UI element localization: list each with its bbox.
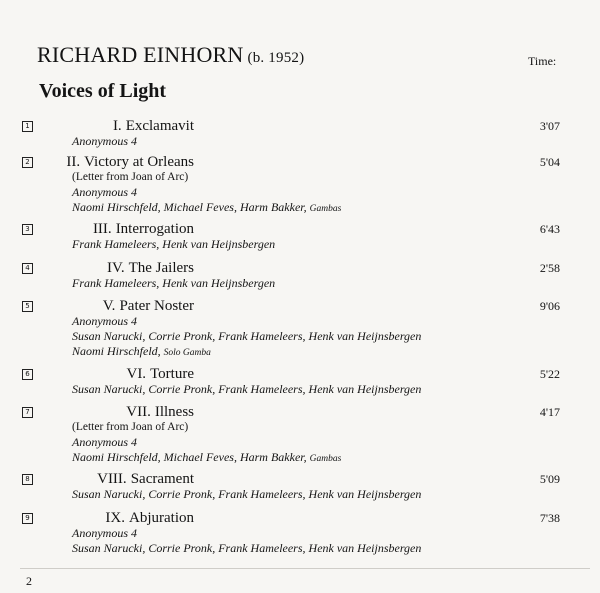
track-title bbox=[44, 118, 194, 135]
track-number-box: 7 bbox=[22, 407, 33, 418]
credit-line: Frank Hameleers, Henk van Heijnsbergen bbox=[72, 237, 276, 251]
composer-dates: (b. 1952) bbox=[247, 50, 305, 66]
track-duration: 5'09 bbox=[539, 472, 560, 486]
credit-line: Susan Narucki, Corrie Pronk, Frank Hameleers, Henk van Heijnsbergen bbox=[72, 329, 422, 343]
track-duration: 2'58 bbox=[539, 261, 560, 275]
credit-line: Susan Narucki, Corrie Pronk, Frank Hameleers, Henk van Heijnsbergen bbox=[72, 382, 422, 396]
track-name: The Jailers bbox=[128, 260, 194, 276]
credit-performers: Naomi Hirschfeld, Michael Feves, Harm Bakker, bbox=[72, 450, 307, 464]
credit-line: Anonymous 4 bbox=[72, 435, 137, 449]
track-number-box: 4 bbox=[22, 263, 33, 274]
track-duration: 3'07 bbox=[539, 119, 560, 133]
credit-line: Anonymous 4 bbox=[72, 185, 137, 199]
track-number-box: 2 bbox=[22, 157, 33, 168]
bottom-divider bbox=[20, 568, 590, 569]
track-credits bbox=[72, 382, 421, 397]
track-name: Pater Noster bbox=[119, 298, 194, 314]
credit-line bbox=[72, 344, 421, 361]
credit-note: (Letter from Joan of Arc) bbox=[72, 171, 189, 183]
track-roman-numeral: IX. bbox=[105, 510, 125, 526]
track-roman-numeral: I. bbox=[112, 118, 122, 134]
track-name: Sacrament bbox=[130, 471, 194, 487]
track-number-box: 5 bbox=[22, 301, 33, 312]
credit-performers: Naomi Hirschfeld, Michael Feves, Harm Bakker, bbox=[72, 200, 307, 214]
track-title bbox=[44, 510, 194, 527]
track-roman-numeral: VII. bbox=[126, 404, 151, 420]
credit-line bbox=[72, 200, 341, 217]
track-duration: 4'17 bbox=[539, 405, 560, 419]
track-credits bbox=[72, 237, 275, 252]
track-credits bbox=[72, 420, 341, 467]
track-roman-numeral: VIII. bbox=[97, 471, 127, 487]
track-duration: 9'06 bbox=[539, 299, 560, 313]
track-credits bbox=[72, 170, 341, 217]
track-name: Exclamavit bbox=[125, 118, 194, 134]
credit-role: Gambas bbox=[309, 454, 342, 464]
track-name: Interrogation bbox=[115, 221, 194, 237]
track-title bbox=[44, 471, 194, 488]
composer-name: RICHARD EINHORN bbox=[37, 42, 244, 67]
credit-line: Susan Narucki, Corrie Pronk, Frank Hameleers, Henk van Heijnsbergen bbox=[72, 541, 422, 555]
track-roman-numeral: IV. bbox=[106, 260, 125, 276]
time-column-label: Time: bbox=[528, 54, 557, 68]
track-name: Victory at Orleans bbox=[84, 154, 194, 170]
credit-line: Susan Narucki, Corrie Pronk, Frank Hameleers, Henk van Heijnsbergen bbox=[72, 487, 422, 501]
track-duration: 7'38 bbox=[539, 511, 560, 525]
track-number-box: 3 bbox=[22, 224, 33, 235]
track-name: Torture bbox=[150, 366, 194, 382]
track-credits bbox=[72, 314, 421, 361]
track-title bbox=[44, 260, 194, 277]
track-roman-numeral: VI. bbox=[126, 366, 147, 382]
track-duration: 5'04 bbox=[539, 155, 560, 169]
track-number-box: 1 bbox=[22, 121, 33, 132]
track-title bbox=[44, 154, 194, 171]
track-number-box: 8 bbox=[22, 474, 33, 485]
track-duration: 6'43 bbox=[539, 222, 560, 236]
track-credits bbox=[72, 526, 421, 556]
track-number-box: 9 bbox=[22, 513, 33, 524]
track-name: Illness bbox=[154, 404, 194, 420]
credit-line bbox=[72, 450, 341, 467]
credit-role: Solo Gamba bbox=[163, 348, 211, 358]
page-number: 2 bbox=[26, 574, 32, 588]
credit-performers: Naomi Hirschfeld, bbox=[72, 344, 161, 358]
track-roman-numeral: III. bbox=[92, 221, 112, 237]
track-name: Abjuration bbox=[129, 510, 194, 526]
track-roman-numeral: II. bbox=[66, 154, 81, 170]
credit-line: Anonymous 4 bbox=[72, 134, 137, 148]
track-credits bbox=[72, 134, 137, 149]
track-title bbox=[44, 298, 194, 315]
track-duration: 5'22 bbox=[539, 367, 560, 381]
track-title bbox=[44, 221, 194, 238]
track-credits bbox=[72, 276, 275, 291]
credit-line: Anonymous 4 bbox=[72, 526, 137, 540]
track-title bbox=[44, 404, 194, 421]
credit-line: Frank Hameleers, Henk van Heijnsbergen bbox=[72, 276, 276, 290]
track-number-box: 6 bbox=[22, 369, 33, 380]
work-title: Voices of Light bbox=[39, 80, 167, 102]
track-roman-numeral: V. bbox=[102, 298, 116, 314]
track-title bbox=[44, 366, 194, 383]
credit-role: Gambas bbox=[309, 204, 342, 214]
track-credits bbox=[72, 487, 421, 502]
credit-line: Anonymous 4 bbox=[72, 314, 137, 328]
credit-note: (Letter from Joan of Arc) bbox=[72, 421, 189, 433]
composer-heading bbox=[37, 42, 304, 68]
